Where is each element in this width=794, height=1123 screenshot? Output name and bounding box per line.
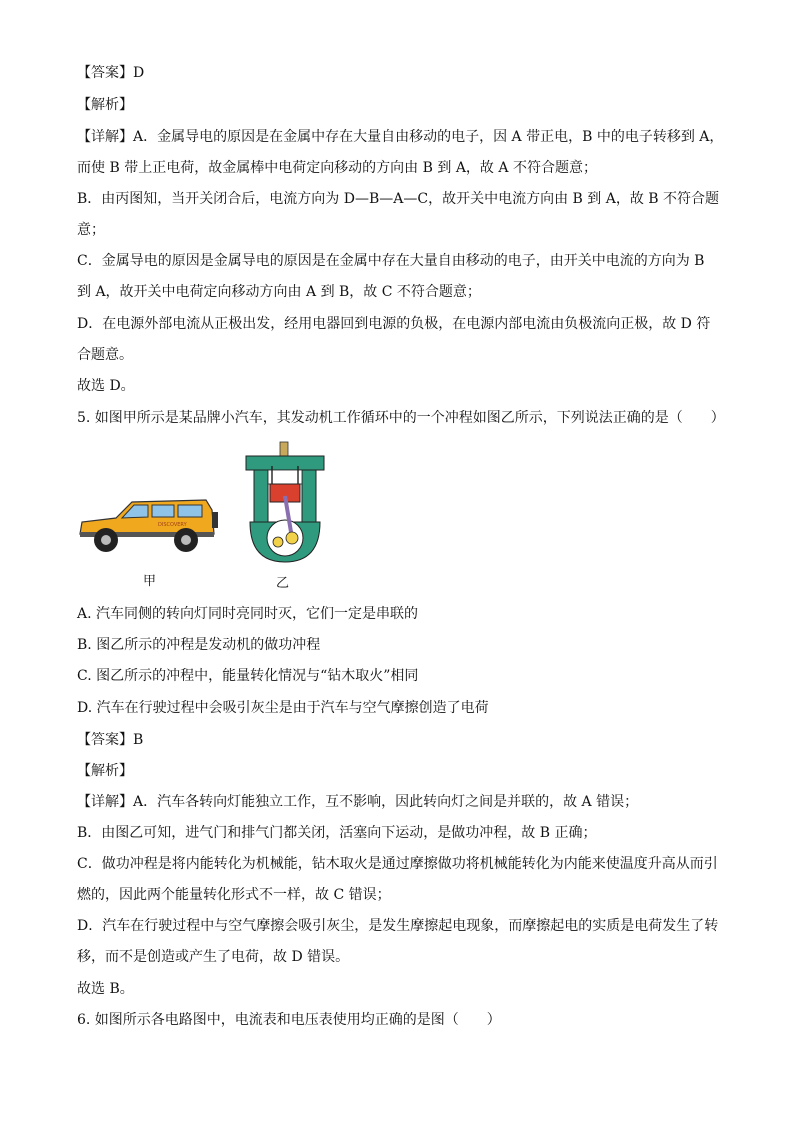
analysis-label-q5: 【解析】 (77, 763, 133, 779)
answer-label-q5: 【答案】B (77, 732, 144, 748)
explanation-line: D．汽车在行驶过程中与空气摩擦会吸引灰尘，是发生摩擦起电现象，而摩擦起电的实质是电荷发生了转 (77, 918, 719, 934)
explanation-line: 【详解】A．汽车各转向灯能独立工作，互不影响，因此转向灯之间是并联的，故 A 错误； (77, 794, 639, 810)
explanation-line: 移，而不是创造或产生了电荷，故 D 错误。 (77, 949, 350, 965)
svg-text:DISCOVERY: DISCOVERY (158, 522, 187, 528)
figure-label-yi: 乙 (276, 576, 290, 591)
analysis-label-q4: 【解析】 (77, 97, 133, 113)
explanation-line: 合题意。 (77, 347, 133, 363)
explanation-line: B．由图乙可知，进气门和排气门都关闭，活塞向下运动，是做功冲程，故 B 正确； (77, 825, 597, 841)
figure-label-jia: 甲 (143, 574, 157, 589)
explanation-line: 到 A，故开关中电荷定向移动方向由 A 到 B，故 C 不符合题意； (77, 284, 481, 300)
explanation-line: D．在电源外部电流从正极出发，经用电器回到电源的负极，在电源内部电流由负极流向正极，故 D 符 (77, 316, 711, 332)
explanation-line: C．金属导电的原因是金属导电的原因是在金属中存在大量自由移动的电子，由开关中电流的方向为 B (77, 253, 705, 269)
option-b: B. 图乙所示的冲程是发动机的做功冲程 (77, 637, 321, 653)
option-d: D. 汽车在行驶过程中会吸引灰尘是由于汽车与空气摩擦创造了电荷 (77, 700, 489, 716)
explanation-line: C．做功冲程是将内能转化为机械能，钻木取火是通过摩擦做功将机械能转化为内能来使温度升高从而引 (77, 856, 718, 872)
car-figure (76, 490, 220, 562)
explanation-line: 意； (77, 222, 105, 238)
explanation-line: 燃的，因此两个能量转化形式不一样，故 C 错误； (77, 887, 391, 903)
explanation-line: 故选 D。 (77, 378, 135, 394)
explanation-line: B．由丙图知，当开关闭合后，电流方向为 D—B—A—C，故开关中电流方向由 B 到 A，故 B 不符合题 (77, 191, 720, 207)
explanation-line: 而使 B 带上正电荷，故金属棒中电荷定向移动的方向由 B 到 A，故 A 不符合题意； (77, 160, 597, 176)
answer-label-q4: 【答案】D (77, 65, 145, 81)
option-a: A. 汽车同侧的转向灯同时亮同时灭，它们一定是串联的 (77, 606, 419, 622)
explanation-line: 故选 B。 (77, 981, 134, 997)
question-stem-5: 5. 如图甲所示是某品牌小汽车，其发动机工作循环中的一个冲程如图乙所示，下列说法正确的是（ ） (77, 410, 725, 426)
explanation-line: 【详解】A．金属导电的原因是在金属中存在大量自由移动的电子，因 A 带正电，B 中的电子转移到 A， (77, 129, 724, 145)
engine-stroke-figure (236, 438, 334, 570)
option-c: C. 图乙所示的冲程中，能量转化情况与“钻木取火”相同 (77, 668, 419, 684)
question-stem-6: 6. 如图所示各电路图中，电流表和电压表使用均正确的是图（ ） (77, 1012, 501, 1028)
